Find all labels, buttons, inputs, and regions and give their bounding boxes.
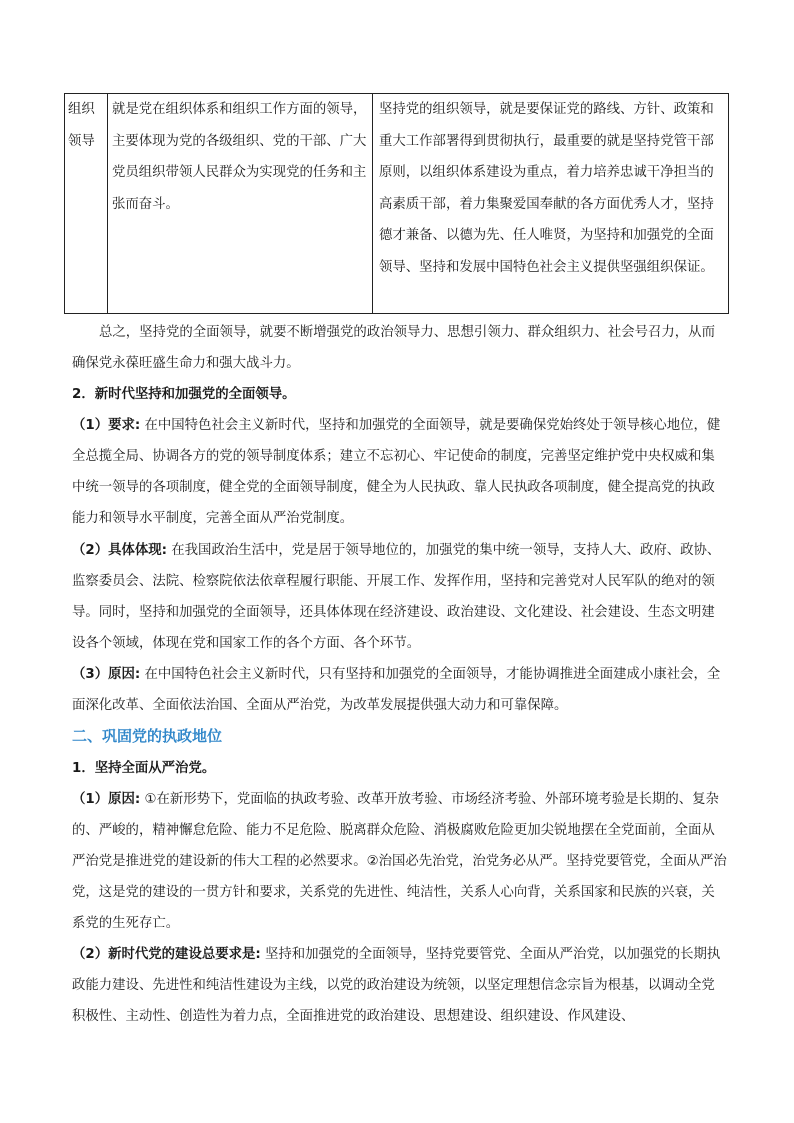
item-text: 在中国特色社会主义新时代，只有坚持和加强党的全面领导，才能协调推进全面建成小康社会，全面深化改革、全面依法治国、全面从严治党，为改革发展提供强大动力和可靠保障。 bbox=[72, 667, 721, 713]
leadership-table bbox=[64, 93, 729, 314]
item-label: （1）原因: bbox=[72, 792, 141, 807]
list-item bbox=[72, 535, 728, 659]
list-item bbox=[72, 939, 728, 1032]
list-item bbox=[72, 784, 728, 939]
item-label: （2）新时代党的建设总要求是: bbox=[72, 947, 261, 962]
item-text: ①在新形势下，党面临的执政考验、改革开放考验、市场经济考验、外部环境考验是长期的、复杂的、严峻的，精神懈怠危险、能力不足危险、脱离群众危险、消极腐败危险更加尖锐地摆在全党面前，全面从严治党是推进党的建设新的伟大工程的必然要求。②治国必先治党，治党务必从严。坚持党要管党，全面从严治党，这是党的建设的一贯方针和要求，关系党的先进性、纯洁性，关系人心向背，关系国家和民族的兴衰，关系党的生死存亡。 bbox=[72, 792, 727, 931]
table-cell-requirement: 坚持党的组织领导，就是要保证党的路线、方针、政策和重大工作部署得到贯彻执行，最重要的就是坚持党管干部原则，以组织体系建设为重点，着力培养忠诚干净担当的高素质干部，着力集聚爱国奉献的各方面优秀人才，坚持德才兼备、以德为先、任人唯贤，为坚持和加强党的全面领导、坚持和发展中国特色社会主义提供坚强组织保证。 bbox=[373, 94, 729, 314]
list-item bbox=[72, 659, 728, 721]
item-text: 在中国特色社会主义新时代，坚持和加强党的全面领导，就是要确保党始终处于领导核心地位，健全总揽全局、协调各方的党的领导制度体系；建立不忘初心、牢记使命的制度，完善坚定维护党中央权威和集中统一领导的各项制度，健全党的全面领导制度，健全为人民执政、靠人民执政各项制度，健全提高党的执政能力和领导水平制度，完善全面从严治党制度。 bbox=[72, 418, 721, 526]
section-title: 1．坚持全面从严治党。 bbox=[72, 761, 216, 776]
section-title: 2．新时代坚持和加强党的全面领导。 bbox=[72, 387, 296, 402]
item-label: （2）具体体现: bbox=[72, 543, 168, 558]
list-item bbox=[72, 410, 728, 534]
table-cell-meaning: 就是党在组织体系和组织工作方面的领导，主要体现为党的各级组织、党的干部、广大党员组织带领人民群众为实现党的任务和主张而奋斗。 bbox=[108, 94, 373, 314]
item-label: （3）原因: bbox=[72, 667, 141, 682]
item-text: 坚持和加强党的全面领导，坚持党要管党、全面从严治党，以加强党的长期执政能力建设、先进性和纯洁性建设为主线，以党的政治建设为统领，以坚定理想信念宗旨为根基，以调动全党积极性、主动性、创造性为着力点，全面推进党的政治建设、思想建设、组织建设、作风建设、 bbox=[72, 947, 721, 1024]
summary-paragraph: 总之，坚持党的全面领导，就要不断增强党的政治领导力、思想引领力、群众组织力、社会号召力，从而确保党永葆旺盛生命力和强大战斗力。 bbox=[72, 325, 715, 371]
item-text: 在我国政治生活中，党是居于领导地位的，加强党的集中统一领导，支持人大、政府、政协、监察委员会、法院、检察院依法依章程履行职能、开展工作、发挥作用，坚持和完善党对人民军队的绝对的领导。同时，坚持和加强党的全面领导，还具体体现在经济建设、政治建设、文化建设、社会建设、生态文明建设各个领域，体现在党和国家工作的各个方面、各个环节。 bbox=[72, 543, 721, 651]
table-row bbox=[65, 94, 729, 314]
section-heading: 二、巩固党的执政地位 bbox=[72, 727, 223, 745]
item-label: （1）要求: bbox=[72, 418, 141, 433]
table-cell-label: 组织领导 bbox=[65, 94, 108, 314]
